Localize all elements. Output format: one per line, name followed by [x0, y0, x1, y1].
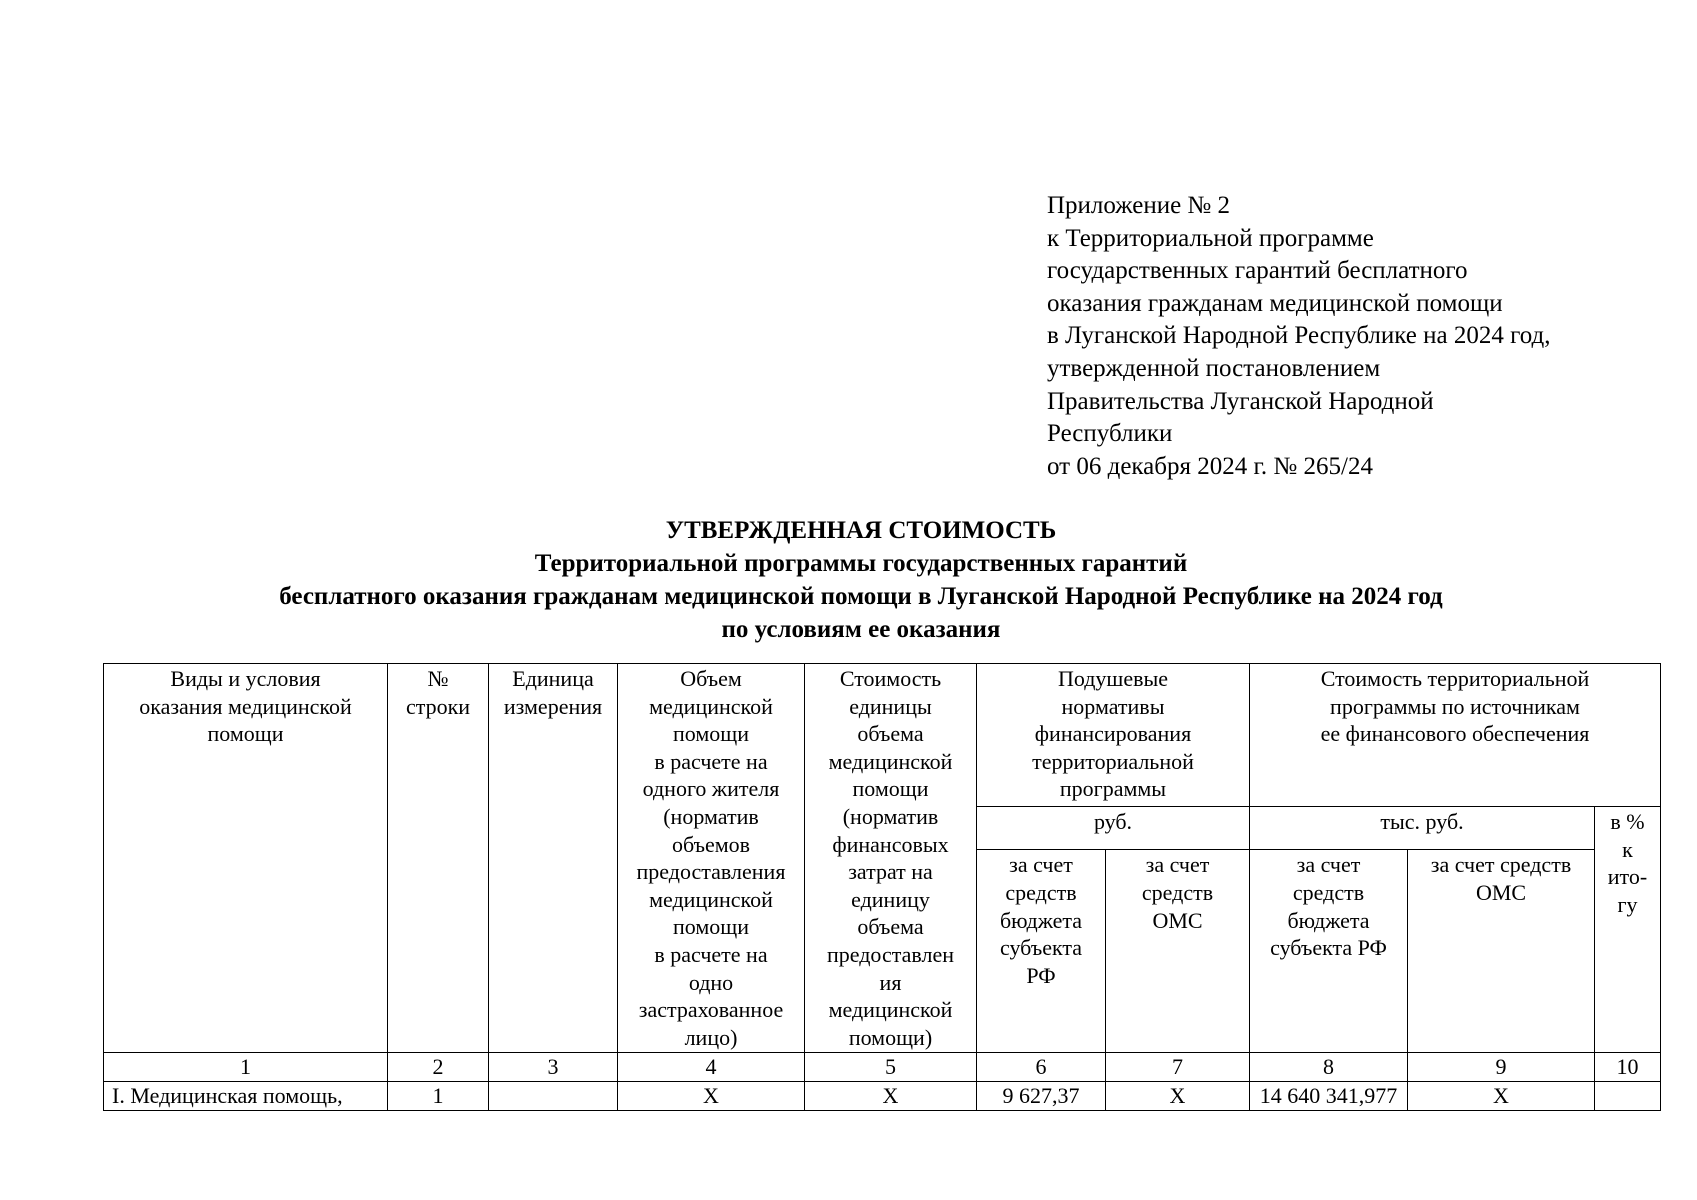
- table-row: [104, 1082, 1661, 1111]
- header-unit: Единица измерения: [489, 664, 618, 1053]
- title-line: УТВЕРЖДЕННАЯ СТОИМОСТЬ: [665, 517, 1057, 544]
- appendix-note: [1047, 190, 1551, 483]
- document-title: [0, 514, 1697, 646]
- appendix-line: Республики: [1047, 420, 1173, 448]
- header-per-capita-oms: за счет средств ОМС: [1106, 850, 1250, 1053]
- header-per-capita-budget: за счет средств бюджета субъекта РФ: [977, 850, 1106, 1053]
- column-number: 10: [1595, 1053, 1661, 1082]
- header-cost-budget: за счет средств бюджета субъекта РФ: [1250, 850, 1408, 1053]
- header-percent: в % к ито- гу: [1595, 807, 1661, 1053]
- column-number: 8: [1250, 1053, 1408, 1082]
- column-number: 1: [104, 1053, 388, 1082]
- row-cost-oms: X: [1408, 1082, 1595, 1111]
- header-kinds-conditions: Виды и условия оказания медицинской помощи: [104, 664, 388, 1053]
- row-per-capita-oms: X: [1106, 1082, 1250, 1111]
- row-unit-cost: X: [805, 1082, 977, 1111]
- column-number: 5: [805, 1053, 977, 1082]
- appendix-line: от 06 декабря 2024 г. № 265/24: [1047, 452, 1373, 480]
- column-number: 9: [1408, 1053, 1595, 1082]
- appendix-line: оказания гражданам медицинской помощи: [1047, 289, 1503, 317]
- title-line: Территориальной программы государственных гарантий: [534, 550, 1188, 577]
- title-line: бесплатного оказания гражданам медицинской помощи в Луганской Народной Республике на 2024 год: [279, 583, 1443, 610]
- header-rub: руб.: [977, 807, 1250, 850]
- appendix-line: к Территориальной программе: [1047, 224, 1374, 252]
- title-line: по условиям ее оказания: [721, 616, 1001, 643]
- column-number: 4: [618, 1053, 805, 1082]
- appendix-line: Правительства Луганской Народной: [1047, 387, 1434, 415]
- header-program-cost: Стоимость территориальной программы по источникам ее финансового обеспечения: [1250, 664, 1661, 807]
- row-number: 1: [388, 1082, 489, 1111]
- column-numbers-row: [104, 1053, 1661, 1082]
- column-number: 2: [388, 1053, 489, 1082]
- appendix-line: в Луганской Народной Республике на 2024 год,: [1047, 322, 1551, 350]
- row-name: I. Медицинская помощь,: [104, 1082, 388, 1111]
- header-thous-rub: тыс. руб.: [1250, 807, 1595, 850]
- appendix-line: утвержденной постановлением: [1047, 354, 1381, 382]
- cost-table: [103, 663, 1661, 1111]
- column-number: 6: [977, 1053, 1106, 1082]
- row-per-capita-budget: 9 627,37: [977, 1082, 1106, 1111]
- header-cost-oms: за счет средств ОМС: [1408, 850, 1595, 1053]
- row-volume: X: [618, 1082, 805, 1111]
- column-number: 3: [489, 1053, 618, 1082]
- appendix-line: государственных гарантий бесплатного: [1047, 257, 1468, 285]
- appendix-line: Приложение № 2: [1047, 192, 1231, 219]
- header-per-capita: Подушевые нормативы финансирования территориальной программы: [977, 664, 1250, 807]
- header-volume: Объем медицинской помощи в расчете на одного жителя (норматив объемов предоставления медицинской помощи в расчете на одно застрахованное лицо): [618, 664, 805, 1053]
- header-row-number: № строки: [388, 664, 489, 1053]
- row-percent: [1595, 1082, 1661, 1111]
- header-unit-cost: Стоимость единицы объема медицинской помощи (норматив финансовых затрат на единицу объема предоставлен ия медицинской помощи): [805, 664, 977, 1053]
- column-number: 7: [1106, 1053, 1250, 1082]
- row-unit: [489, 1082, 618, 1111]
- row-cost-budget: 14 640 341,977: [1250, 1082, 1408, 1111]
